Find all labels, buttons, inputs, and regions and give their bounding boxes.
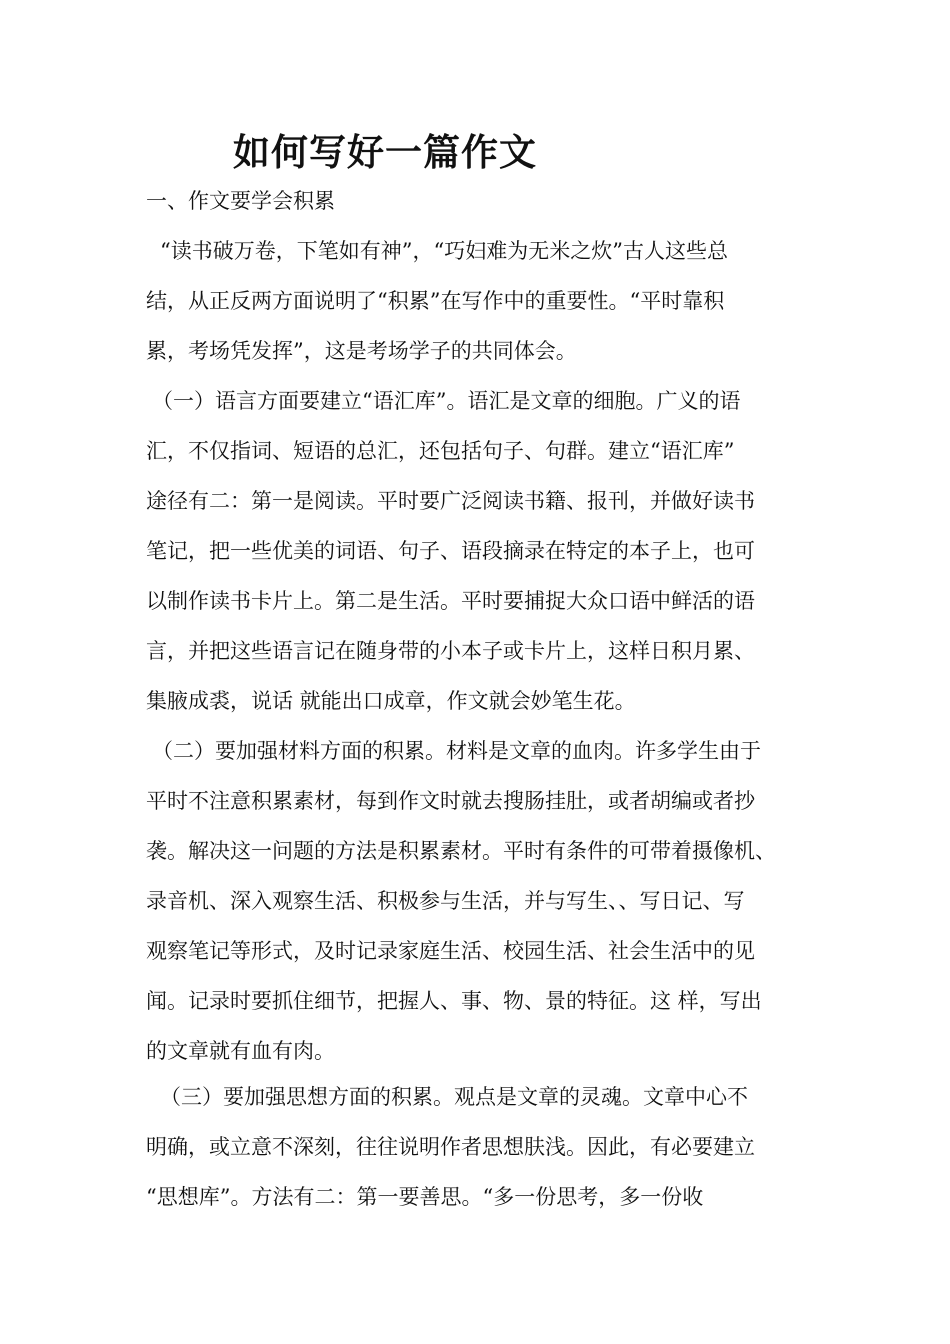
paragraph-line: （三）要加强思想方面的积累。观点是文章的灵魂。文章中心不 (160, 1085, 748, 1109)
paragraph-line: 平时不注意积累素材，每到作文时就去搜肠挂肚，或者胡编或者抄 (146, 789, 755, 813)
paragraph-line: 明确，或立意不深刻，往往说明作者思想肤浅。因此，有必要建立 (146, 1135, 755, 1159)
paragraph-line: “读书破万卷，下笔如有神”，“巧妇难为无米之炊”古人这些总 (160, 239, 728, 263)
paragraph-line: 笔记，把一些优美的词语、句子、语段摘录在特定的本子上，也可 (146, 539, 755, 563)
paragraph-line: “思想库”。方法有二：第一要善思。“多一份思考，多一份收 (146, 1185, 704, 1209)
paragraph-line: 汇，不仅指词、短语的总汇，还包括句子、句群。建立“语汇库” (146, 439, 735, 463)
paragraph-line: 观察笔记等形式，及时记录家庭生活、校园生活、社会生活中的见 (146, 939, 755, 963)
paragraph-line: 结，从正反两方面说明了“积累”在写作中的重要性。“平时靠积 (146, 289, 725, 313)
paragraph-line: 言，并把这些语言记在随身带的小本子或卡片上，这样日积月累、 (146, 639, 755, 663)
paragraph-line: 袭。解决这一问题的方法是积累素材。平时有条件的可带着摄像机、 (146, 839, 776, 863)
section-heading: 一、作文要学会积累 (146, 189, 335, 213)
paragraph-line: 录音机、深入观察生活、积极参与生活，并与写生、、写日记、写 (146, 889, 745, 913)
paragraph-line: 以制作读书卡片上。第二是生活。平时要捕捉大众口语中鲜活的语 (146, 589, 755, 613)
paragraph-line: （二）要加强材料方面的积累。材料是文章的血肉。许多学生由于 (152, 739, 761, 763)
paragraph-line: 集腋成裘，说话 就能出口成章，作文就会妙笔生花。 (146, 689, 636, 713)
paragraph-line: 累，考场凭发挥”，这是考场学子的共同体会。 (146, 339, 577, 363)
paragraph-line: （一）语言方面要建立“语汇库”。语汇是文章的细胞。广义的语 (152, 389, 741, 413)
document-title: 如何写好一篇作文 (233, 130, 537, 174)
paragraph-line: 途径有二：第一是阅读。平时要广泛阅读书籍、报刊，并做好读书 (146, 489, 755, 513)
paragraph-line: 闻。记录时要抓住细节，把握人、事、物、景的特征。这 样，写出 (146, 989, 762, 1013)
paragraph-line: 的文章就有血有肉。 (146, 1039, 335, 1063)
